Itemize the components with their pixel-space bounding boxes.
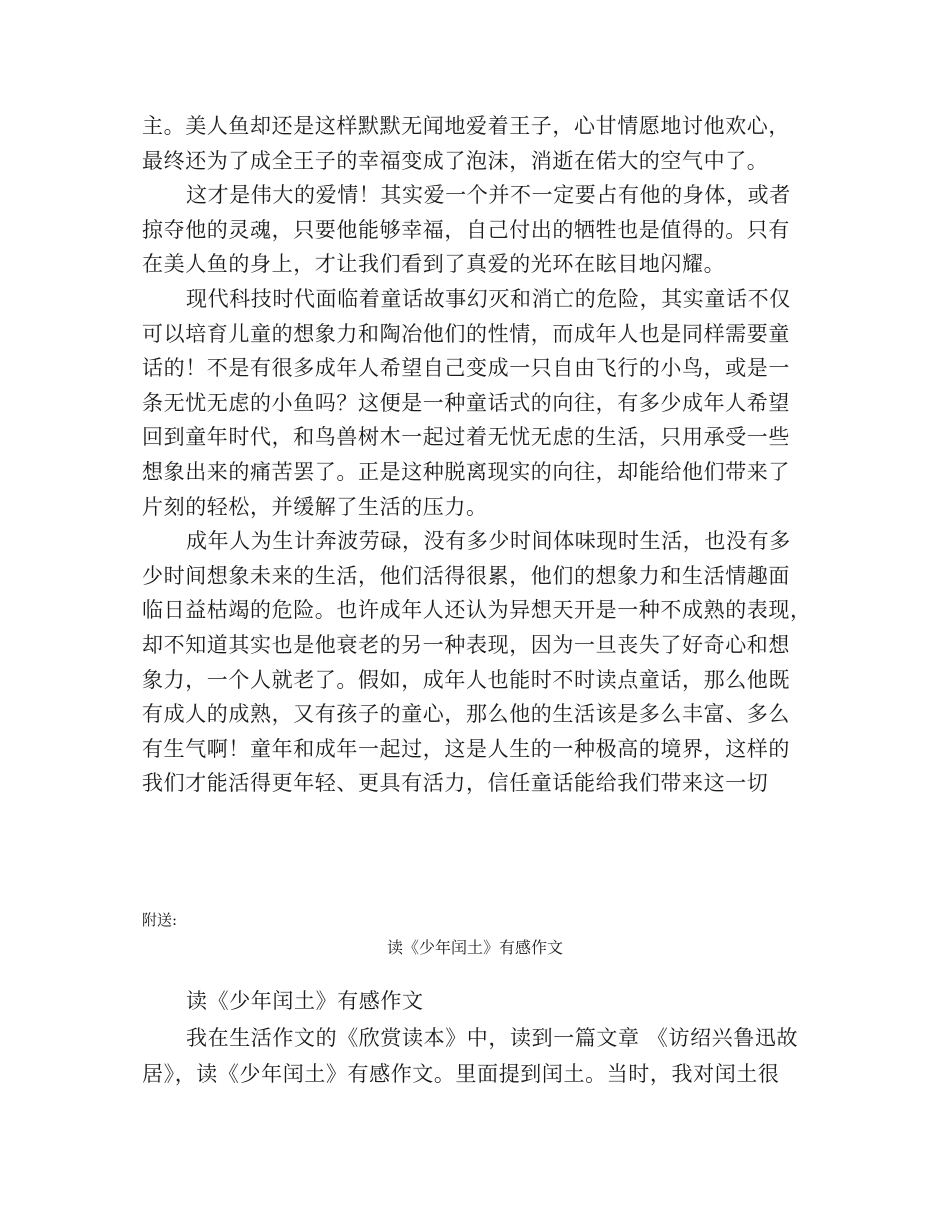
text-line: 有成人的成熟，又有孩子的童心，那么他的生活该是多么丰富、多么 <box>142 702 790 727</box>
text-line: 想象出来的痛苦罢了。正是这种脱离现实的向往，却能给他们带来了 <box>142 459 790 484</box>
text-line: 在美人鱼的身上，才让我们看到了真爱的光环在眩目地闪耀。 <box>142 252 726 277</box>
text-line: 少时间想象未来的生活，他们活得很累，他们的想象力和生活情趣面 <box>142 563 790 588</box>
text-line: 片刻的轻松，并缓解了生活的压力。 <box>142 494 488 519</box>
text-line: 读《少年闰土》有感作文 <box>186 989 424 1013</box>
text-line: 这才是伟大的爱情！其实爱一个并不一定要占有他的身体，或者 <box>186 183 791 208</box>
text-line: 我们才能活得更年轻、更具有活力，信任童话能给我们带来这一切 <box>142 771 769 796</box>
text-line: 有生气啊！童年和成年一起过，这是人生的一种极高的境界，这样的 <box>142 736 790 761</box>
text-line: 回到童年时代，和鸟兽树木一起过着无忧无虑的生活，只用承受一些 <box>142 425 790 450</box>
appendix-body <box>142 983 822 1093</box>
text-line: 可以培育儿童的想象力和陶冶他们的性情，而成年人也是同样需要童 <box>142 321 790 346</box>
text-line: 话的！不是有很多成年人希望自己变成一只自由飞行的小鸟，或是一 <box>142 356 790 381</box>
appendix-title: 读《少年闰土》有感作文 <box>386 938 563 957</box>
text-line: 居》，读《少年闰土》有感作文。里面提到闰土。当时，我对闰土很 <box>142 1062 780 1086</box>
text-line: 象力，一个人就老了。假如，成年人也能时不时读点童话，那么他既 <box>142 667 790 692</box>
appendix-label: 附送: <box>142 911 178 929</box>
text-line: 临日益枯竭的危险。也许成年人还认为异想天开是一种不成熟的表现， <box>142 598 812 623</box>
text-line: 成年人为生计奔波劳碌，没有多少时间体味现时生活，也没有多 <box>186 529 791 554</box>
text-line: 却不知道其实也是他衰老的另一种表现，因为一旦丧失了好奇心和想 <box>142 632 790 657</box>
text-line: 现代科技时代面临着童话故事幻灭和消亡的危险，其实童话不仅 <box>186 286 791 311</box>
text-line: 条无忧无虑的小鱼吗？这便是一种童话式的向往，有多少成年人希望 <box>142 390 790 415</box>
text-line: 主。美人鱼却还是这样默默无闻地爱着王子，心甘情愿地讨他欢心， <box>142 114 790 138</box>
text-line: 最终还为了成全王子的幸福变成了泡沫，消逝在偌大的空气中了。 <box>142 148 769 173</box>
text-line: 掠夺他的灵魂，只要他能够幸福，自己付出的牺牲也是值得的。只有 <box>142 217 790 242</box>
text-line: 我在生活作文的《欣赏读本》中，读到一篇文章 《访绍兴鲁迅故 <box>186 1025 799 1050</box>
article-body <box>142 109 822 801</box>
